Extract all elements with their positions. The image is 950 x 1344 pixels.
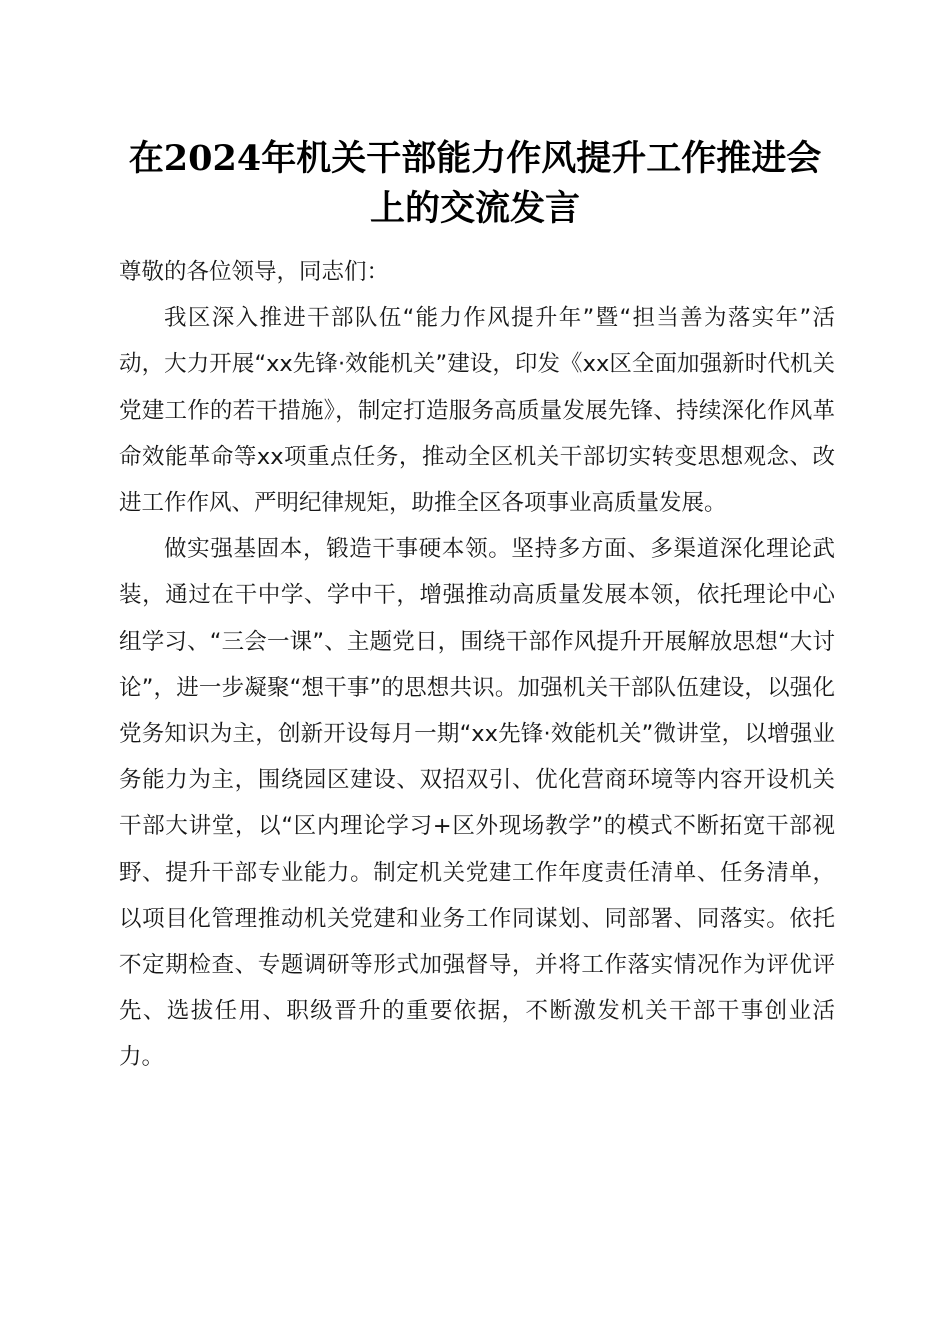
document-body	[119, 249, 835, 1081]
salutation: 尊敬的各位领导，同志们：	[119, 259, 390, 285]
paragraph-2: 做实强基固本，锻造干事硬本领。坚持多方面、多渠道深化理论武装，通过在干中学、学中干，增强推动高质量发展本领，依托理论中心组学习、“三会一课”、主题党日，围绕干部作风提升开展解放思想“大讨论”，进一步凝聚“想干事”的思想共识。加强机关干部队伍建设，以强化党务知识为主，创新开设每月一期“xx先锋·效能机关”微讲堂，以增强业务能力为主，围绕园区建设、双招双引、优化营商环境等内容开设机关干部大讲堂，以“区内理论学习+区外现场教学”的模式不断拓宽干部视野、提升干部专业能力。制定机关党建工作年度责任清单、任务清单，以项目化管理推动机关党建和业务工作同谋划、同部署、同落实。依托不定期检查、专题调研等形式加强督导，并将工作落实情况作为评优评先、选拔任用、职级晋升的重要依据，不断激发机关干部干事创业活力。	[119, 536, 835, 1071]
title-line-2: 上的交流发言	[369, 188, 580, 229]
document-title	[110, 134, 840, 234]
title-line-1: 在2024年机关干部能力作风提升工作推进会	[128, 138, 822, 179]
paragraph-1: 我区深入推进干部队伍“能力作风提升年”暨“担当善为落实年”活动，大力开展“xx先锋·效能机关”建设，印发《xx区全面加强新时代机关党建工作的若干措施》，制定打造服务高质量发展先锋、持续深化作风革命效能革命等xx项重点任务，推动全区机关干部切实转变思想观念、改进工作作风、严明纪律规矩，助推全区各项事业高质量发展。	[119, 305, 835, 517]
